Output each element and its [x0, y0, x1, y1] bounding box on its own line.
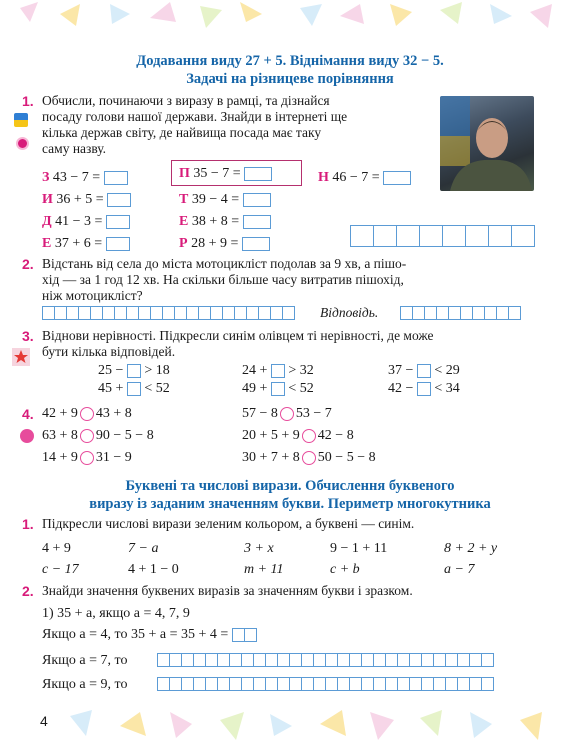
compare-circle[interactable]	[80, 407, 94, 421]
section-title: Буквені та числові вирази. Обчислення буквеного	[125, 478, 455, 494]
answer-box[interactable]	[383, 171, 411, 185]
solution-grid[interactable]	[42, 306, 294, 320]
answer-box[interactable]	[104, 171, 128, 185]
internet-icon	[16, 137, 29, 150]
answer-word-cells[interactable]	[350, 225, 534, 247]
compare-circle[interactable]	[302, 451, 316, 465]
task2-text-line: ніж мотоцикліст?	[42, 288, 143, 303]
answer-box[interactable]	[417, 382, 431, 396]
answer-box[interactable]	[244, 167, 272, 181]
answer-box[interactable]	[271, 364, 285, 378]
confetti-decoration-bottom	[0, 706, 580, 756]
task-number: 1.	[22, 516, 34, 532]
answer-box[interactable]	[242, 237, 270, 251]
task2-text-line: Відстань від села до міста мотоцикліст подолав за 9 хв, а пішо-	[42, 256, 407, 271]
star-icon	[12, 348, 30, 366]
task-number: 3.	[22, 328, 34, 344]
inequality: 49 + < 52	[242, 381, 314, 396]
expression[interactable]: c − 17	[42, 562, 79, 577]
comparison: 30 + 7 + 8 50 − 5 − 8	[242, 450, 376, 465]
president-photo	[440, 96, 534, 191]
answer-box[interactable]	[271, 382, 285, 396]
expr-item: Д 41 − 3 =	[42, 214, 130, 230]
answer-box[interactable]	[106, 215, 130, 229]
compare-circle[interactable]	[80, 451, 94, 465]
task-number: 1.	[22, 93, 34, 109]
expression[interactable]: 4 + 9	[42, 541, 71, 556]
expr-item: Е 38 + 8 =	[179, 214, 271, 230]
line-a9: Якщо a = 9, то	[42, 677, 128, 692]
expression[interactable]: m + 11	[244, 562, 284, 577]
task2-text-line: хід — за 1 год 12 хв. На скільки більше часу витратив пішохід,	[42, 272, 404, 287]
task6-item: 1) 35 + a, якщо a = 4, 7, 9	[42, 606, 190, 621]
page-number: 4	[40, 713, 48, 729]
expr-item: Р 28 + 9 =	[179, 236, 270, 252]
confetti-decoration-top	[0, 0, 580, 44]
inequality: 24 + > 32	[242, 363, 314, 378]
inequality: 42 − < 34	[388, 381, 460, 396]
inequality: 37 − < 29	[388, 363, 460, 378]
answer-box[interactable]	[106, 237, 130, 251]
compare-icon	[20, 429, 34, 443]
task1-text-line: Обчисли, починаючи з виразу в рамці, та дізнайся	[42, 93, 330, 108]
comparison: 57 − 8 53 − 7	[242, 406, 332, 421]
compare-circle[interactable]	[302, 429, 316, 443]
expr-item: Е 37 + 6 =	[42, 236, 130, 252]
section-subtitle: виразу із заданим значенням букви. Периметр многокутника	[89, 496, 491, 512]
answer-box[interactable]	[417, 364, 431, 378]
answer-cells[interactable]	[232, 628, 256, 642]
answer-box[interactable]	[243, 215, 271, 229]
task1-text-line: саму назву.	[42, 141, 107, 156]
inequality: 25 − > 18	[98, 363, 170, 378]
page-subtitle: Задачі на різницеве порівняння	[186, 71, 394, 87]
comparison: 63 + 8 90 − 5 − 8	[42, 428, 154, 443]
page-title: Додавання виду 27 + 5. Віднімання виду 32 − 5.	[136, 53, 444, 69]
task3-text-line: бути кілька відповідей.	[42, 344, 176, 359]
sample-line: Якщо a = 4, то 35 + a = 35 + 4 =	[42, 627, 256, 643]
expression[interactable]: c + b	[330, 562, 360, 577]
ukraine-flag-icon	[14, 113, 28, 127]
expression[interactable]: 9 − 1 + 11	[330, 541, 388, 556]
task3-text-line: Віднови нерівності. Підкресли синім олівцем ті нерівності, де може	[42, 328, 434, 343]
expression[interactable]: 3 + x	[244, 541, 274, 556]
task6-text: Знайди значення буквених виразів за значенням букви і зразком.	[42, 583, 413, 598]
task1-text-line: кілька держав світу, де найвища посада має таку	[42, 125, 322, 140]
task5-text: Підкресли числові вирази зеленим кольором, а буквені — синім.	[42, 516, 415, 531]
answer-label: Відповідь.	[320, 305, 379, 320]
answer-box[interactable]	[107, 193, 131, 207]
compare-circle[interactable]	[280, 407, 294, 421]
compare-circle[interactable]	[80, 429, 94, 443]
expression[interactable]: a − 7	[444, 562, 475, 577]
expr-item: Т 39 − 4 =	[179, 192, 271, 208]
answer-grid[interactable]	[400, 306, 520, 320]
task-number: 2.	[22, 583, 34, 599]
answer-grid[interactable]	[157, 653, 493, 667]
task-number: 4.	[22, 406, 34, 422]
expr-item: Н 46 − 7 =	[318, 170, 411, 186]
task1-text-line: посаду голови нашої держави. Знайди в інтернеті ще	[42, 109, 348, 124]
comparison: 14 + 9 31 − 9	[42, 450, 132, 465]
expr-item-start: П 35 − 7 =	[179, 166, 272, 182]
comparison: 42 + 9 43 + 8	[42, 406, 132, 421]
task-number: 2.	[22, 256, 34, 272]
answer-box[interactable]	[243, 193, 271, 207]
answer-grid[interactable]	[157, 677, 493, 691]
expr-item: З 43 − 7 =	[42, 170, 128, 186]
expr-item: И 36 + 5 =	[42, 192, 131, 208]
expression[interactable]: 8 + 2 + y	[444, 541, 498, 556]
line-a7: Якщо a = 7, то	[42, 653, 128, 668]
expression[interactable]: 4 + 1 − 0	[128, 562, 179, 577]
comparison: 20 + 5 + 9 42 − 8	[242, 428, 354, 443]
inequality: 45 + < 52	[98, 381, 170, 396]
answer-box[interactable]	[127, 382, 141, 396]
expression[interactable]: 7 − a	[128, 541, 159, 556]
answer-box[interactable]	[127, 364, 141, 378]
